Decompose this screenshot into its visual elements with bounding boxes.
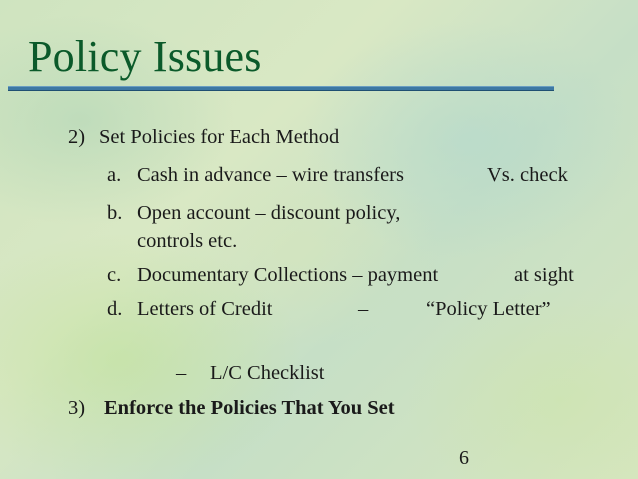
subitem-b-text: Open account – discount policy,: [137, 202, 401, 224]
slide-title: Policy Issues: [28, 32, 262, 81]
subitem-c-text: Documentary Collections – payment: [137, 264, 439, 286]
subitem-c-letter: c.: [107, 264, 122, 286]
item-3-text: Enforce the Policies That You Set: [104, 397, 395, 419]
item-2-number: 2): [68, 126, 86, 148]
subitem-a-extra: Vs. check: [487, 164, 568, 186]
subitem-a-text: Cash in advance – wire transfers: [137, 164, 404, 186]
title-underline: [8, 86, 554, 91]
item-2-text: Set Policies for Each Method: [99, 126, 340, 148]
sub-dash: –: [176, 362, 187, 384]
subitem-b-letter: b.: [107, 202, 123, 224]
subitem-b-continuation: controls etc.: [137, 230, 238, 252]
subitem-d-text: Letters of Credit: [137, 298, 273, 320]
page-number: 6: [459, 447, 469, 469]
item-3-number: 3): [68, 397, 86, 419]
subitem-d-letter: d.: [107, 298, 123, 320]
sub-dash-text: L/C Checklist: [210, 362, 325, 384]
subitem-d-extra: “Policy Letter”: [426, 298, 551, 320]
subitem-d-dash: –: [358, 298, 369, 320]
subitem-c-extra: at sight: [514, 264, 574, 286]
subitem-a-letter: a.: [107, 164, 122, 186]
